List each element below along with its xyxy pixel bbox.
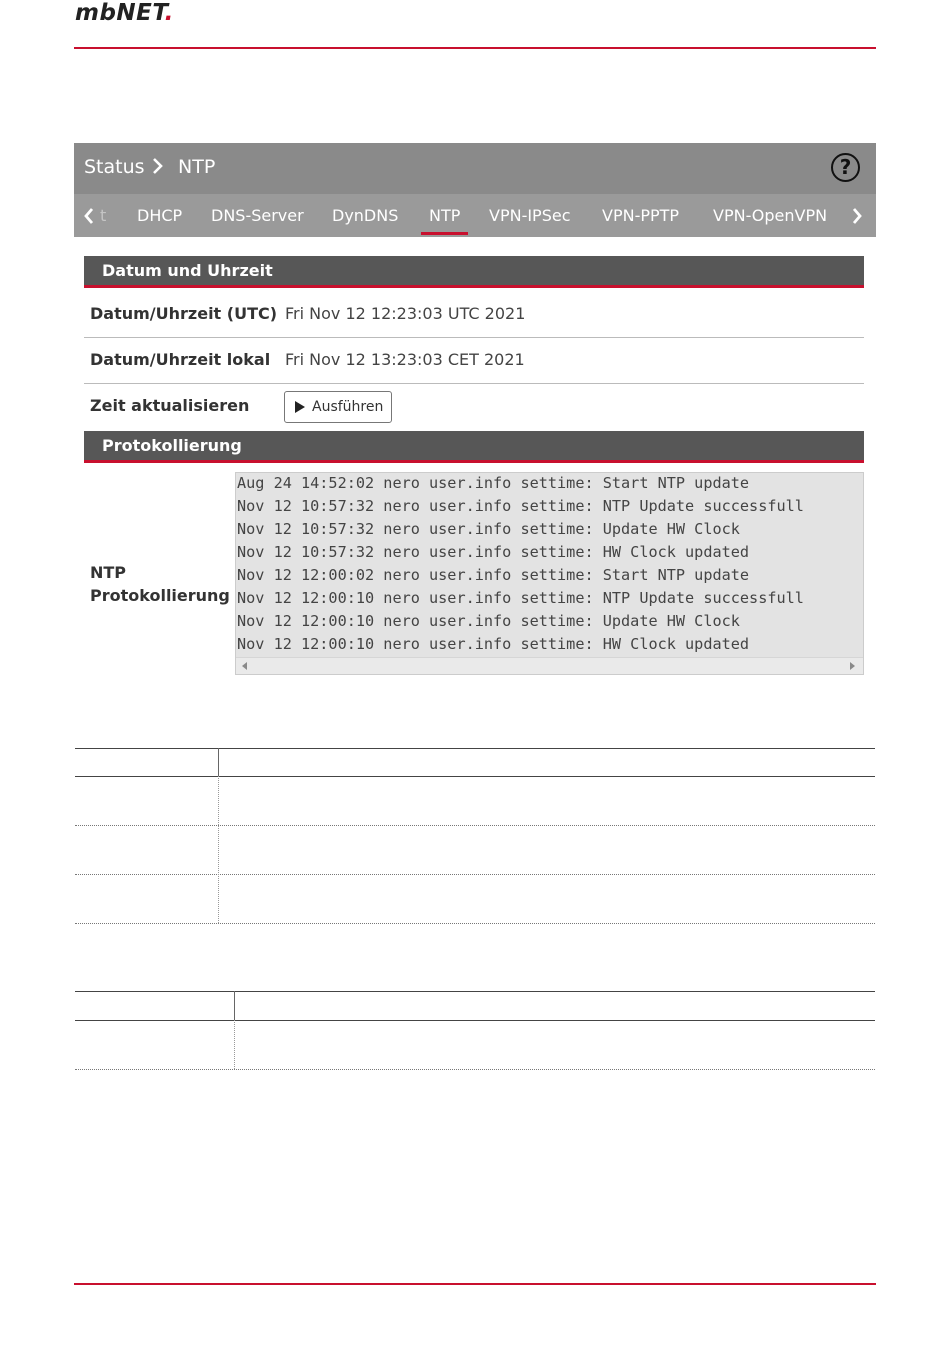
logo-dot: . — [164, 0, 174, 26]
tab-vpn-pptp[interactable]: VPN-PPTP — [602, 206, 680, 225]
table-rule — [75, 874, 875, 875]
section-header-time — [84, 256, 864, 288]
table-rule — [75, 1069, 875, 1070]
help-icon[interactable]: ? — [831, 153, 860, 182]
chevron-right-icon — [151, 156, 165, 176]
ntp-log-label — [90, 561, 230, 607]
mbnet-logo — [75, 0, 174, 26]
utc-time-value: Fri Nov 12 12:23:03 UTC 2021 — [285, 304, 526, 323]
log-line: Nov 12 10:57:32 nero user.info settime: Update HW Clock — [237, 520, 740, 538]
update-time-label: Zeit aktualisieren — [90, 396, 250, 415]
ntp-log-label-line2: Protokollierung — [90, 586, 230, 605]
execute-button-label: Ausführen — [312, 399, 384, 415]
table-rule — [75, 923, 875, 924]
header-rule — [74, 47, 876, 49]
table-rule — [75, 776, 875, 777]
ntp-log-label-line1: NTP — [90, 563, 127, 582]
table-rule — [75, 825, 875, 826]
tab-scroll-right-icon[interactable] — [851, 207, 863, 225]
table-rule — [75, 991, 875, 992]
table-column-divider — [218, 748, 219, 776]
logo-text: mbNET — [75, 0, 165, 26]
scroll-right-arrow-icon[interactable] — [850, 662, 855, 670]
ntp-log-textarea[interactable] — [235, 472, 864, 675]
tab-scroll-left-icon[interactable] — [83, 207, 95, 225]
log-line: Aug 24 14:52:02 nero user.info settime: Start NTP update — [237, 474, 750, 492]
footer-rule — [74, 1283, 876, 1285]
row-utc-time — [84, 292, 864, 338]
tab-dyndns[interactable]: DynDNS — [332, 206, 399, 225]
log-line: Nov 12 10:57:32 nero user.info settime: HW Clock updated — [237, 543, 750, 561]
tab-ntp[interactable]: NTP — [429, 206, 461, 225]
horizontal-scrollbar[interactable] — [236, 657, 863, 674]
log-line: Nov 12 12:00:10 nero user.info settime: Update HW Clock — [237, 612, 740, 630]
tab-vpn-ipsec[interactable]: VPN-IPSec — [489, 206, 571, 225]
log-line: Nov 12 12:00:02 nero user.info settime: Start NTP update — [237, 566, 750, 584]
log-line: Nov 12 12:00:10 nero user.info settime: HW Clock updated — [237, 635, 750, 653]
tab-dns-server[interactable]: DNS-Server — [211, 206, 304, 225]
document-table-2 — [75, 991, 875, 1070]
document-table-1 — [75, 748, 875, 924]
log-line: Nov 12 12:00:10 nero user.info settime: NTP Update successfull — [237, 589, 804, 607]
tab-bar — [74, 194, 876, 237]
scroll-left-arrow-icon[interactable] — [242, 662, 247, 670]
utc-time-label: Datum/Uhrzeit (UTC) — [90, 304, 278, 323]
breadcrumb-status[interactable]: Status — [84, 156, 145, 178]
table-rule — [75, 1020, 875, 1021]
execute-button[interactable] — [284, 391, 392, 423]
row-local-time — [84, 338, 864, 384]
tab-dhcp[interactable]: DHCP — [137, 206, 183, 225]
table-column-divider — [234, 1020, 235, 1069]
play-icon — [295, 401, 305, 413]
section-header-log — [84, 431, 864, 463]
section-title-log: Protokollierung — [102, 436, 242, 455]
tab-vpn-openvpn[interactable]: VPN-OpenVPN — [713, 206, 828, 225]
ntp-status-screen — [74, 143, 876, 684]
log-line: Nov 12 10:57:32 nero user.info settime: NTP Update successfull — [237, 497, 804, 515]
breadcrumb-ntp: NTP — [178, 156, 216, 178]
table-column-divider — [234, 991, 235, 1020]
table-rule — [75, 748, 875, 749]
tab-partial: t — [100, 206, 107, 225]
title-bar — [74, 143, 876, 194]
local-time-value: Fri Nov 12 13:23:03 CET 2021 — [285, 350, 525, 369]
row-update-time — [84, 384, 864, 430]
local-time-label: Datum/Uhrzeit lokal — [90, 350, 271, 369]
table-column-divider — [218, 776, 219, 923]
section-title-time: Datum und Uhrzeit — [102, 261, 273, 280]
